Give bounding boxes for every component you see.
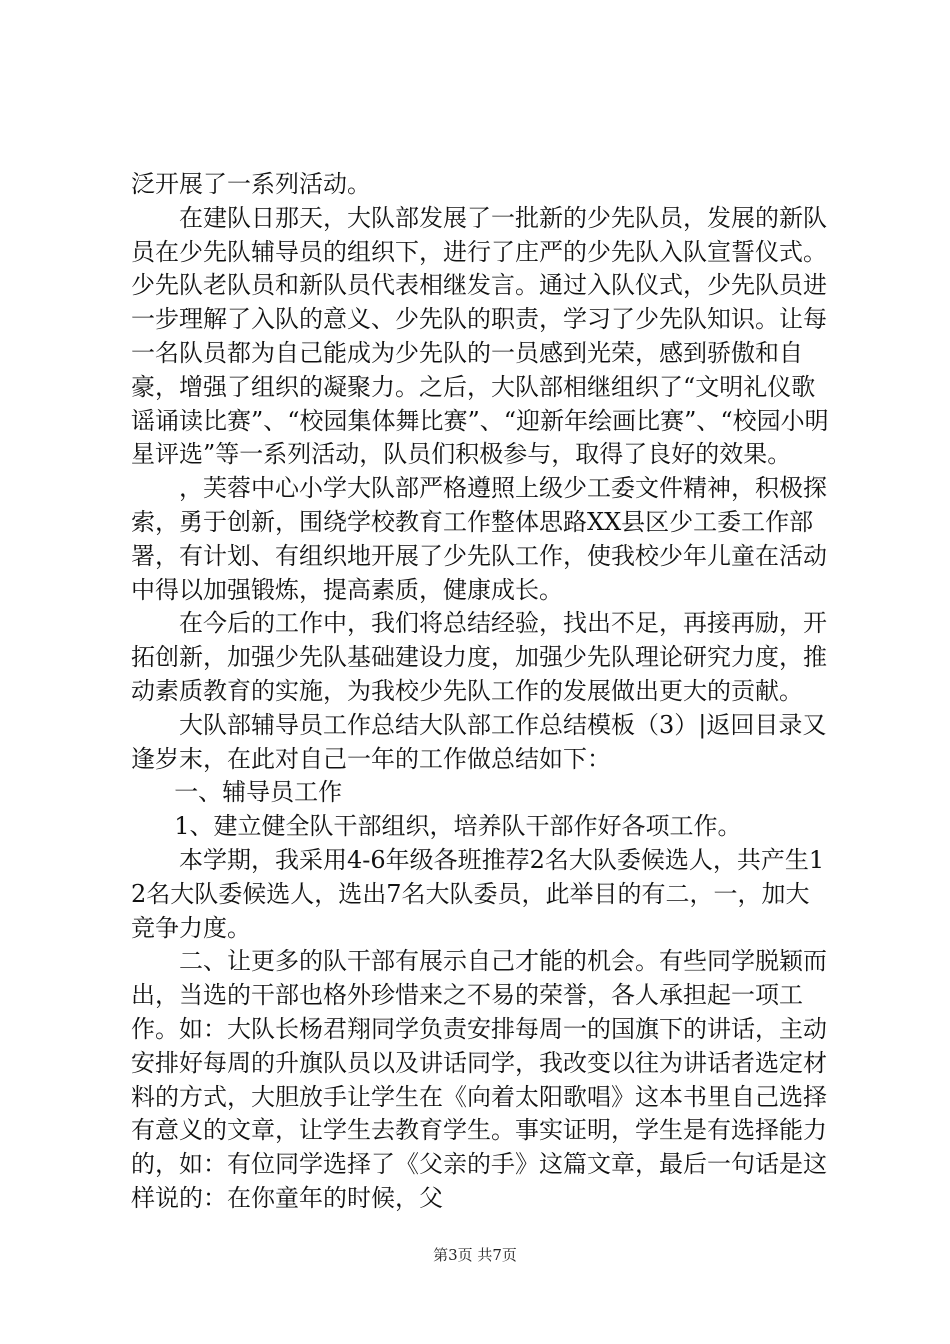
section-heading-counselor-work: 一、辅导员工作 <box>174 778 343 807</box>
paragraph-continuation: 泛开展了一系列活动。 <box>131 170 371 198</box>
paragraph-election: 本学期，我采用4-6年级各班推荐2名大队委候选人，共产生12名大队委候选人，选出7名大队委员，此举目的有二，一，加大竞争力度。 <box>131 845 825 942</box>
paragraph-template-heading: 大队部辅导员工作总结大队部工作总结模板（3）|返回目录又逢岁末，在此对自己一年的工作做总结如下： <box>131 710 827 773</box>
paragraph-cadre-opportunities: 二、让更多的队干部有展示自己才能的机会。有些同学脱颖而出，当选的干部也格外珍惜来之不易的荣誉，各人承担起一项工作。如：大队长杨君翔同学负责安排每周一的国旗下的讲话，主动安排好每周的升旗队员以及讲话同学，我改变以往为讲话者选定材料的方式，大胆放手让学生在《向着太阳歌唱》这本书里自己选择有意义的文章，让学生去教育学生。事实证明，学生是有选择能力的，如：有位同学选择了《父亲的手》这篇文章，最后一句话是这样说的：在你童年的时候，父 <box>131 947 827 1212</box>
subheading-team-cadres: 1、建立健全队干部组织，培养队干部作好各项工作。 <box>174 812 742 841</box>
paragraph-future-work: 在今后的工作中，我们将总结经验，找出不足，再接再励，开拓创新，加强少先队基础建设力度，加强少先队理论研究力度，推动素质教育的实施，为我校少先队工作的发展做出更大的贡献。 <box>131 609 827 705</box>
page-footer <box>0 1245 950 1265</box>
paragraph-school-work: ，芙蓉中心小学大队部严格遵照上级少工委文件精神，积极探索，勇于创新，围绕学校教育工作整体思路XX县区少工委工作部署，有计划、有组织地开展了少先队工作，使我校少年儿童在活动中得以加强锻炼，提高素质，健康成长。 <box>131 474 827 604</box>
document-body <box>131 168 831 1216</box>
page-number-label: 第3页 共7页 <box>433 1246 517 1264</box>
paragraph-team-day: 在建队日那天，大队部发展了一批新的少先队员，发展的新队员在少先队辅导员的组织下，进行了庄严的少先队入队宣誓仪式。少先队老队员和新队员代表相继发言。通过入队仪式，少先队员进一步理解了入队的意义、少先队的职责，学习了少先队知识。让每一名队员都为自己能成为少先队的一员感到光荣，感到骄傲和自豪，增强了组织的凝聚力。之后，大队部相继组织了“文明礼仪歌谣诵读比赛”、“校园集体舞比赛”、“迎新年绘画比赛”、“校园小明星评选”等一系列活动，队员们积极参与，取得了良好的效果。 <box>131 203 829 469</box>
